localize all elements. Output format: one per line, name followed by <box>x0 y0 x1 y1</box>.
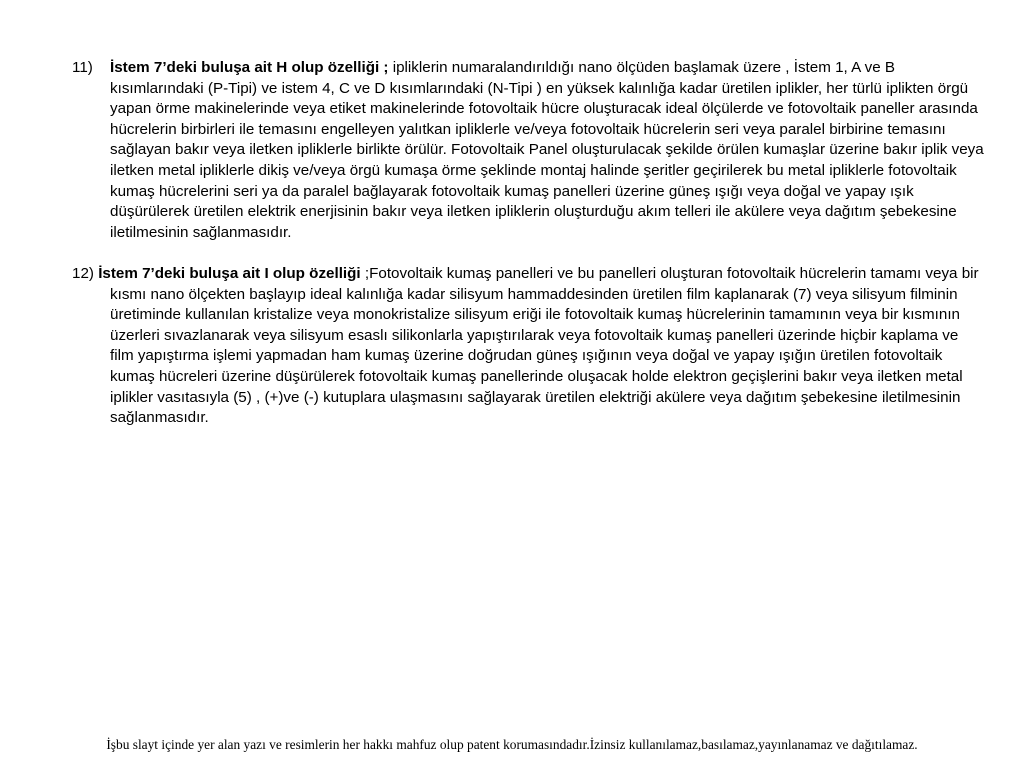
claim-body: ;Fotovoltaik kumaş panelleri ve bu panelleri oluşturan fotovoltaik hücrelerin tamamı veya bir kısmı nano ölçekten başlayıp ideal kalınlığa kadar silisyum hammaddesinden üretilen film kaplanarak (7) veya silisyum filminin üretiminde kullanılan kristalize veya monokristalize silisyum eriği ile fotovoltaik kumaş hücrelerinin tamamının veya bir kısmının üzerleri sıvazlanarak veya silisyum esaslı silikonlarla yapıştırılarak veya fotovoltaik kumaş panelleri üzerinde hiçbir kaplama ve film yapıştırma işlemi yapmadan ham kumaş üzerine doğrudan güneş ışığının veya doğal ve yapay ışığın üretilen fotovoltaik kumaş hücreleri üzerine düşürülerek fotovoltaik kumaş panellerinde oluşacak holde elektron geçişlerini bakır veya iletken metal iplikler vasıtasıyla (5) , (+)ve (-) kutuplara ulaşmasını sağlayarak üretilen elektriği akülere veya dağıtım şebekesine iletilmesinin sağlanmasıdır. <box>110 264 979 427</box>
claim-heading: İstem 7’deki buluşa ait H olup özelliği ; <box>110 59 389 76</box>
claim-heading <box>94 265 361 282</box>
claim-12 <box>72 264 984 429</box>
claims-list <box>72 58 984 429</box>
claim-11 <box>72 58 984 243</box>
claim-number: 12) <box>72 264 94 282</box>
claim-heading-text: İstem 7’deki buluşa ait I olup özelliği <box>98 264 361 282</box>
claim-body: ipliklerin numaralandırıldığı nano ölçüden başlamak üzere , İstem 1, A ve B kısımlarındaki (P-Tipi) ve istem 4, C ve D kısımlarındaki (N-Tipi ) en yüksek kalınlığa kadar üretilen iplikler, her türlü iplikten örgü yapan örme makinelerinde veya etiket makinelerinde fotovoltaik hücre oluşturacak ideal ölçülerde ve fotovoltaik paneller arasında hücrelerin birbirleri ile temasını engelleyen yalıtkan ipliklerle ve/veya fotovoltaik hücrelerin seri veya paralel birbirine temasını sağlayan bakır veya iletken ipliklerle birlikte örülür. Fotovoltaik Panel oluşturulacak şekilde örülen kumaşlar üzerine bakır iplik veya iletken metal ipliklerle dikiş ve/veya örgü kumaşa örme şeklinde montaj halinde şeritler geçirilerek bu metal ipliklerle fotovoltaik kumaş hücrelerini seri ya da paralel bağlayarak fotovoltaik kumaş panelleri üzerine güneş ışığı veya doğal ve yapay ışık düşürülerek üretilen elektrik enerjisinin bakır veya iletken ipliklerin oluşturduğu akım telleri ile akülere veya dağıtım şebekesine iletilmesinin sağlanmasıdır. <box>110 59 984 241</box>
copyright-footer: İşbu slayt içinde yer alan yazı ve resimlerin her hakkı mahfuz olup patent korumasındadır.İzinsiz kullanılamaz,basılamaz,yayınlanamaz ve dağıtılamaz. <box>106 737 918 752</box>
claim-number: 11) <box>72 59 93 76</box>
